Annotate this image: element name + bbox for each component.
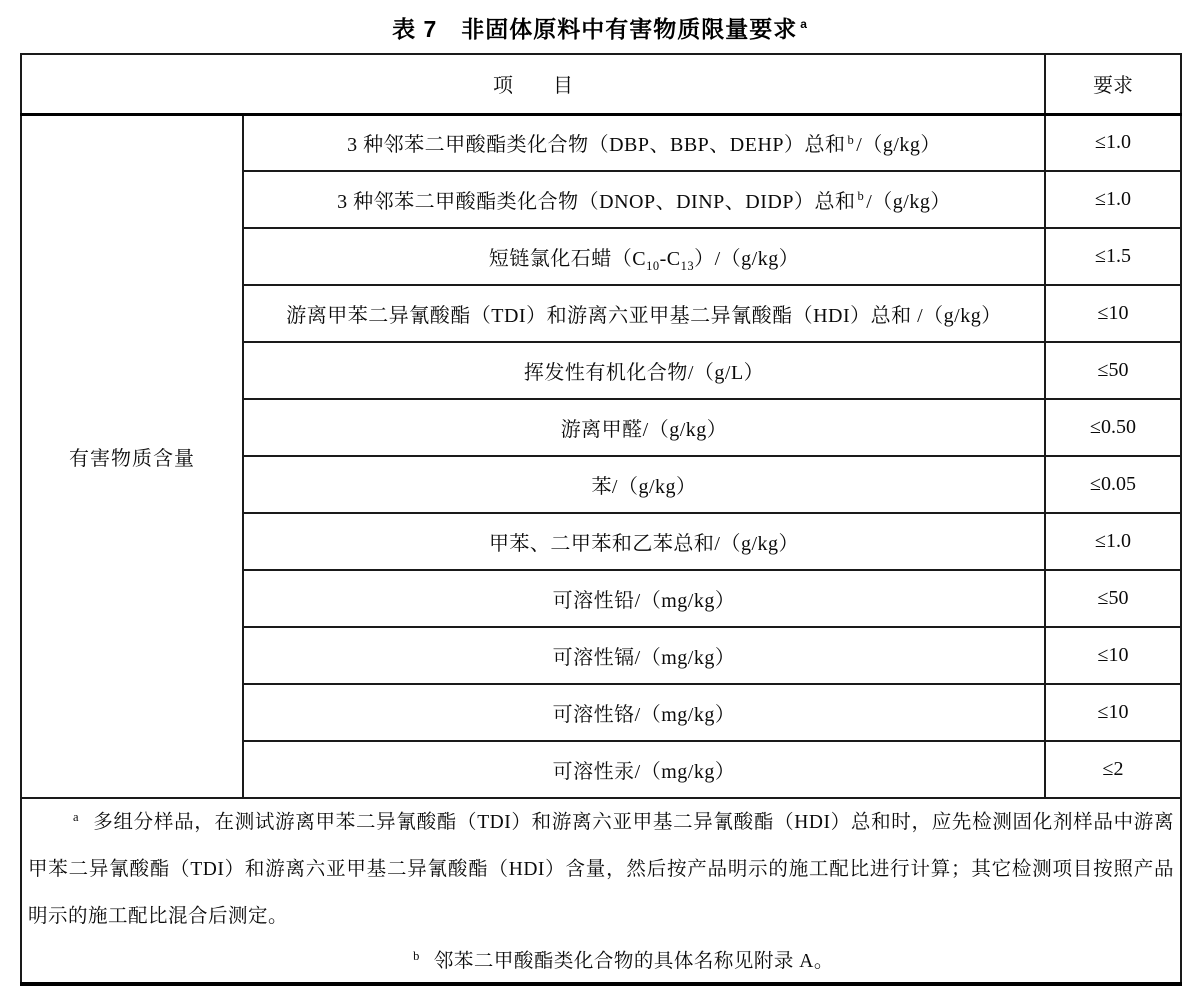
item-text: -C bbox=[659, 248, 681, 270]
requirement-value: ≤0.05 bbox=[1045, 456, 1181, 513]
footnote-a bbox=[28, 799, 1174, 940]
header-row bbox=[21, 54, 1181, 114]
requirement-value: ≤10 bbox=[1045, 627, 1181, 684]
item-cell bbox=[243, 456, 1045, 513]
item-text: 短链氯化石蜡（C bbox=[488, 248, 647, 270]
table-title bbox=[0, 0, 1200, 44]
item-cell bbox=[243, 228, 1045, 285]
item-text: ）/（g/kg） bbox=[694, 248, 800, 270]
item-text: 游离甲苯二异氰酸酯（TDI）和游离六亚甲基二异氰酸酯（HDI）总和 /（g/kg） bbox=[286, 305, 1002, 327]
item-text: 甲苯、二甲苯和乙苯总和/（g/kg） bbox=[488, 533, 800, 555]
item-text: 可溶性镉/（mg/kg） bbox=[552, 647, 736, 669]
item-cell bbox=[243, 684, 1045, 741]
header-requirement-cell: 要求 bbox=[1045, 54, 1181, 114]
item-text: 可溶性铬/（mg/kg） bbox=[552, 704, 736, 726]
requirement-value: ≤0.50 bbox=[1045, 399, 1181, 456]
item-text: /（g/kg） bbox=[866, 191, 951, 213]
item-text: 3 种邻苯二甲酸酯类化合物（DNOP、DINP、DIDP）总和 bbox=[337, 191, 856, 213]
item-text: 3 种邻苯二甲酸酯类化合物（DBP、BBP、DEHP）总和 bbox=[347, 134, 846, 157]
item-cell bbox=[243, 741, 1045, 798]
item-cell bbox=[243, 114, 1045, 171]
requirement-value: ≤2 bbox=[1045, 741, 1181, 798]
item-cell bbox=[243, 627, 1045, 684]
table-title-note-ref: a bbox=[800, 17, 808, 32]
item-cell bbox=[243, 342, 1045, 399]
requirement-value: ≤10 bbox=[1045, 684, 1181, 741]
footnote-b-text: 邻苯二甲酸酯类化合物的具体名称见附录 A。 bbox=[433, 951, 834, 972]
row-group-label: 有害物质含量 bbox=[21, 114, 243, 798]
requirement-value: ≤1.0 bbox=[1045, 513, 1181, 570]
footnote-a-text: 多组分样品，在测试游离甲苯二异氰酸酯（TDI）和游离六亚甲基二异氰酸酯（HDI）总和时，应先检测固化剂样品中游离甲苯二异氰酸酯（TDI）和游离六亚甲基二异氰酸酯（HDI）含量，然后按产品明示的施工配比进行计算；其它检测项目按照产品明示的施工配比混合后测定。 bbox=[28, 812, 1174, 927]
note-ref-superscript: b bbox=[847, 132, 855, 147]
item-cell bbox=[243, 285, 1045, 342]
footnote-a-marker: a bbox=[73, 809, 80, 824]
requirement-value: ≤50 bbox=[1045, 570, 1181, 627]
item-text: 可溶性汞/（mg/kg） bbox=[552, 761, 736, 783]
requirement-value: ≤10 bbox=[1045, 285, 1181, 342]
requirement-value: ≤1.0 bbox=[1045, 114, 1181, 171]
chemical-subscript: 10 bbox=[646, 259, 660, 273]
footnote-b bbox=[28, 942, 1174, 982]
limits-table bbox=[20, 53, 1182, 986]
item-cell bbox=[243, 171, 1045, 228]
item-cell bbox=[243, 570, 1045, 627]
item-text: 挥发性有机化合物/（g/L） bbox=[523, 362, 765, 384]
footnotes-section bbox=[21, 798, 1181, 984]
requirement-value: ≤1.5 bbox=[1045, 228, 1181, 285]
header-item-cell: 项 目 bbox=[21, 54, 1045, 114]
item-text: 苯/（g/kg） bbox=[591, 476, 697, 498]
item-text: 游离甲醛/（g/kg） bbox=[560, 419, 728, 441]
table-row bbox=[21, 114, 1181, 171]
item-text: 可溶性铅/（mg/kg） bbox=[552, 590, 736, 612]
item-text: /（g/kg） bbox=[856, 134, 941, 157]
table-title-text: 表 7 非固体原料中有害物质限量要求 bbox=[392, 16, 798, 42]
item-cell bbox=[243, 399, 1045, 456]
footnotes-row bbox=[21, 798, 1181, 984]
requirement-value: ≤1.0 bbox=[1045, 171, 1181, 228]
item-cell bbox=[243, 513, 1045, 570]
chemical-subscript: 13 bbox=[680, 259, 695, 273]
note-ref-superscript: b bbox=[857, 189, 865, 204]
requirement-value: ≤50 bbox=[1045, 342, 1181, 399]
table-body bbox=[21, 114, 1181, 798]
footnote-b-marker: b bbox=[413, 948, 420, 963]
